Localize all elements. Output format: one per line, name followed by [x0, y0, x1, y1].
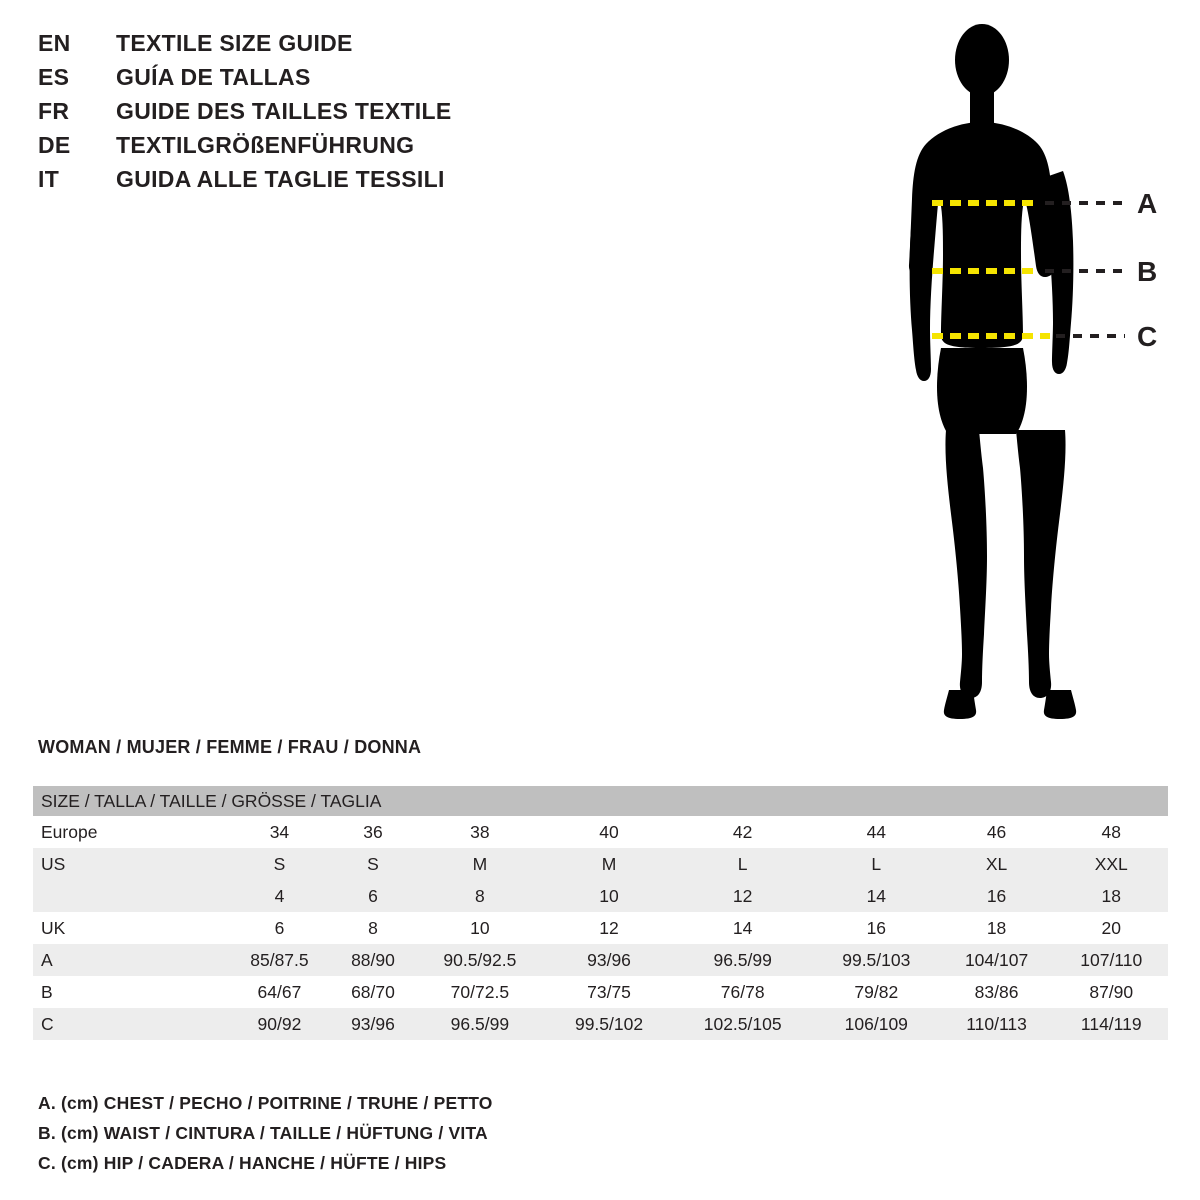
marker-label-c: C — [1137, 321, 1158, 352]
language-code: DE — [38, 132, 71, 158]
cell: 38 — [413, 816, 547, 848]
cell: 18 — [939, 912, 1055, 944]
cell: 20 — [1054, 912, 1168, 944]
language-title: GUÍA DE TALLAS — [116, 64, 311, 90]
cell: 76/78 — [671, 976, 814, 1008]
cell: 93/96 — [547, 944, 672, 976]
language-title: GUIDE DES TAILLES TEXTILE — [116, 98, 452, 124]
cell: 68/70 — [333, 976, 413, 1008]
language-title: TEXTILGRÖßENFÜHRUNG — [116, 132, 415, 158]
cell: 48 — [1054, 816, 1168, 848]
row-label: C — [33, 1008, 226, 1040]
cell: S — [226, 848, 333, 880]
cell: 14 — [814, 880, 939, 912]
language-code: EN — [38, 30, 71, 56]
cell: 42 — [671, 816, 814, 848]
cell: 99.5/102 — [547, 1008, 672, 1040]
size-table — [33, 786, 1168, 1040]
cell: 99.5/103 — [814, 944, 939, 976]
table-row — [33, 816, 1168, 848]
cell: XXL — [1054, 848, 1168, 880]
marker-label-b: B — [1137, 256, 1158, 287]
cell: 90.5/92.5 — [413, 944, 547, 976]
language-code: ES — [38, 64, 70, 90]
cell: M — [413, 848, 547, 880]
cell: 10 — [547, 880, 672, 912]
cell: 106/109 — [814, 1008, 939, 1040]
cell: 8 — [333, 912, 413, 944]
language-code: FR — [38, 98, 70, 124]
cell: 46 — [939, 816, 1055, 848]
body-measurement-figure — [860, 18, 1190, 738]
cell: 34 — [226, 816, 333, 848]
cell: 16 — [939, 880, 1055, 912]
cell: 90/92 — [226, 1008, 333, 1040]
cell: 4 — [226, 880, 333, 912]
cell: 12 — [671, 880, 814, 912]
cell: 73/75 — [547, 976, 672, 1008]
language-row-en — [38, 30, 598, 64]
cell: 16 — [814, 912, 939, 944]
table-row — [33, 944, 1168, 976]
language-row-it — [38, 166, 598, 200]
cell: 14 — [671, 912, 814, 944]
footnote-chest: A. (cm) CHEST / PECHO / POITRINE / TRUHE / PETTO — [38, 1093, 493, 1113]
cell: 8 — [413, 880, 547, 912]
table-row — [33, 1008, 1168, 1040]
cell: 96.5/99 — [671, 944, 814, 976]
language-row-es — [38, 64, 598, 98]
row-label: UK — [33, 912, 226, 944]
female-silhouette-icon — [860, 18, 1190, 738]
cell: 79/82 — [814, 976, 939, 1008]
row-label: A — [33, 944, 226, 976]
row-label: B — [33, 976, 226, 1008]
cell: S — [333, 848, 413, 880]
cell: L — [671, 848, 814, 880]
language-code: IT — [38, 166, 60, 192]
cell: M — [547, 848, 672, 880]
cell: XL — [939, 848, 1055, 880]
table-row — [33, 976, 1168, 1008]
section-label-woman: WOMAN / MUJER / FEMME / FRAU / DONNA — [38, 737, 422, 757]
table-header-row — [33, 786, 1168, 816]
language-title: GUIDA ALLE TAGLIE TESSILI — [116, 166, 445, 192]
table-header-label: SIZE / TALLA / TAILLE / GRÖSSE / TAGLIA — [33, 786, 1168, 816]
cell: 12 — [547, 912, 672, 944]
cell: 114/119 — [1054, 1008, 1168, 1040]
cell: 6 — [226, 912, 333, 944]
cell: 104/107 — [939, 944, 1055, 976]
cell: 102.5/105 — [671, 1008, 814, 1040]
language-row-fr — [38, 98, 598, 132]
cell: L — [814, 848, 939, 880]
cell: 64/67 — [226, 976, 333, 1008]
cell: 36 — [333, 816, 413, 848]
cell: 10 — [413, 912, 547, 944]
row-label: US — [33, 848, 226, 880]
cell: 6 — [333, 880, 413, 912]
cell: 110/113 — [939, 1008, 1055, 1040]
row-label — [33, 880, 226, 912]
cell: 18 — [1054, 880, 1168, 912]
footnote-waist: B. (cm) WAIST / CINTURA / TAILLE / HÜFTUNG / VITA — [38, 1123, 488, 1143]
table-row — [33, 880, 1168, 912]
cell: 107/110 — [1054, 944, 1168, 976]
row-label: Europe — [33, 816, 226, 848]
footnote-hip: C. (cm) HIP / CADERA / HANCHE / HÜFTE / HIPS — [38, 1153, 447, 1173]
language-heading-block — [38, 30, 598, 200]
cell: 83/86 — [939, 976, 1055, 1008]
table-row — [33, 912, 1168, 944]
table-row — [33, 848, 1168, 880]
cell: 93/96 — [333, 1008, 413, 1040]
marker-label-a: A — [1137, 188, 1158, 219]
cell: 85/87.5 — [226, 944, 333, 976]
cell: 44 — [814, 816, 939, 848]
language-row-de — [38, 132, 598, 166]
cell: 87/90 — [1054, 976, 1168, 1008]
footnotes-block — [38, 1088, 738, 1178]
cell: 70/72.5 — [413, 976, 547, 1008]
language-title: TEXTILE SIZE GUIDE — [116, 30, 353, 56]
cell: 96.5/99 — [413, 1008, 547, 1040]
cell: 88/90 — [333, 944, 413, 976]
cell: 40 — [547, 816, 672, 848]
